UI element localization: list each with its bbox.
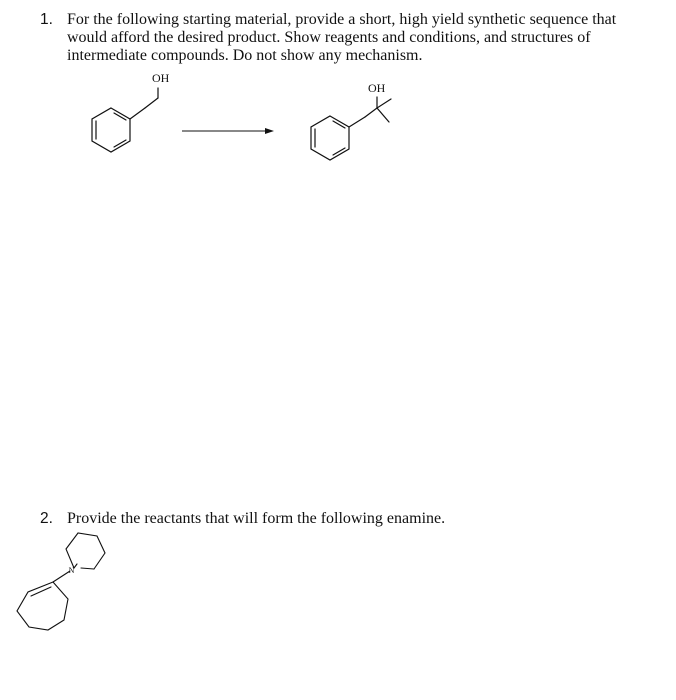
starting-material-oh-label: OH (152, 71, 170, 85)
question-1-number: 1. (40, 11, 53, 28)
question-1-line-1: For the following starting material, provide a short, high yield synthetic sequence that (67, 11, 617, 28)
question-1-line-2: would afford the desired product. Show reagents and conditions, and structures of (67, 29, 591, 46)
enamine-nitrogen-label: N (68, 566, 75, 575)
product-oh-label: OH (368, 81, 386, 95)
question-2-text: Provide the reactants that will form the following enamine. (67, 510, 446, 527)
question-2-number: 2. (40, 510, 53, 527)
question-1-line-3: intermediate compounds. Do not show any mechanism. (67, 47, 423, 64)
